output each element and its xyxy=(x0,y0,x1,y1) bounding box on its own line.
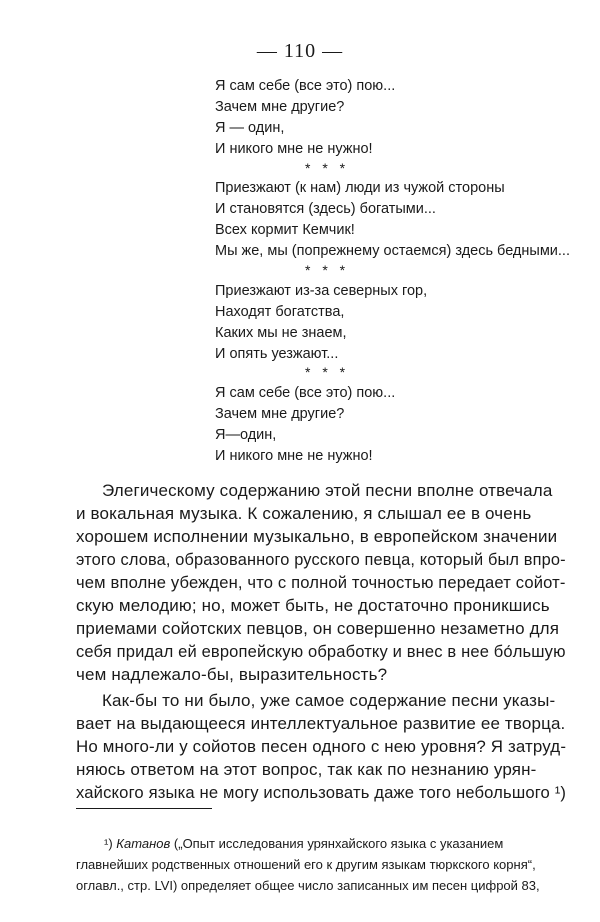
footnote-line: оглавл., стр. LVI) определяет общее число записанных им песен цифрой 83, xyxy=(76,878,540,893)
footnote-marker: ¹) xyxy=(104,836,113,851)
verse-line: И опять уезжают... xyxy=(215,346,339,362)
paragraph-line: Элегическому содержанию этой песни вполне отвечала xyxy=(102,481,553,500)
verse-line: Я сам себе (все это) пою... xyxy=(215,385,396,401)
paragraph-line: хайского языка не могу использовать даже того небольшого ¹) xyxy=(76,783,567,802)
paragraph-line: Как-бы то ни было, уже самое содержание песни указы- xyxy=(102,691,556,710)
paragraph-line: чем надлежало-бы, выразительность? xyxy=(76,665,388,684)
paragraph-line: себя придал ей европейскую обработку и внес в нее бо́льшую xyxy=(76,642,566,661)
paragraph-line: этого слова, образованного русского певца, который был впро- xyxy=(76,550,566,569)
verse-line: И никого мне не нужно! xyxy=(215,448,373,464)
stanza-separator: * * * xyxy=(305,364,350,380)
footnote-author: Катанов xyxy=(116,836,171,851)
stanza-separator: * * * xyxy=(305,160,350,176)
verse-line: Я — один, xyxy=(215,120,285,136)
verse-line: Всех кормит Кемчик! xyxy=(215,222,355,238)
footnote-text: („Опыт исследования урянхайского языка с указанием xyxy=(173,836,504,851)
verse-line: Я—один, xyxy=(215,427,277,443)
paragraph-line: и вокальная музыка. К сожалению, я слышал ее в очень xyxy=(76,504,532,523)
verse-line: Я сам себе (все это) пою... xyxy=(215,78,396,94)
paragraph-line: Но много-ли у сойотов песен одного с нею уровня? Я затруд- xyxy=(76,737,567,756)
paragraph-line: чем вполне убежден, что с полной точностью передает сойот- xyxy=(76,573,566,592)
stanza-separator: * * * xyxy=(305,262,350,278)
verse-line: Зачем мне другие? xyxy=(215,406,345,422)
paragraph-line: хорошем исполнении музыкально, в европейском значении xyxy=(76,527,558,546)
page-number: — 110 — xyxy=(256,40,344,62)
paragraph-line: приемами сойотских певцов, он совершенно незаметно для xyxy=(76,619,560,638)
verse-line: Приезжают из-за северных гор, xyxy=(215,283,428,299)
verse-line: Зачем мне другие? xyxy=(215,99,345,115)
paragraph-line: вает на выдающееся интеллектуальное развитие ее творца. xyxy=(76,714,566,733)
footnote-line xyxy=(104,836,503,851)
footnote-rule xyxy=(76,808,212,809)
verse-line: Приезжают (к нам) люди из чужой стороны xyxy=(215,180,505,196)
paragraph-line: няюсь ответом на этот вопрос, так как по незнанию урян- xyxy=(76,760,537,779)
verse-line: Находят богатства, xyxy=(215,304,345,320)
footnote-line: главнейших родственных отношений его к другим языкам тюркского корня“, xyxy=(76,857,536,872)
verse-line: Каких мы не знаем, xyxy=(215,325,347,341)
verse-line: И никого мне не нужно! xyxy=(215,141,373,157)
paragraph-line: скую мелодию; но, может быть, не достаточно проникшись xyxy=(76,596,550,615)
verse-line: И становятся (здесь) богатыми... xyxy=(215,201,436,217)
verse-line: Мы же, мы (попрежнему остаемся) здесь бедными... xyxy=(215,243,570,259)
